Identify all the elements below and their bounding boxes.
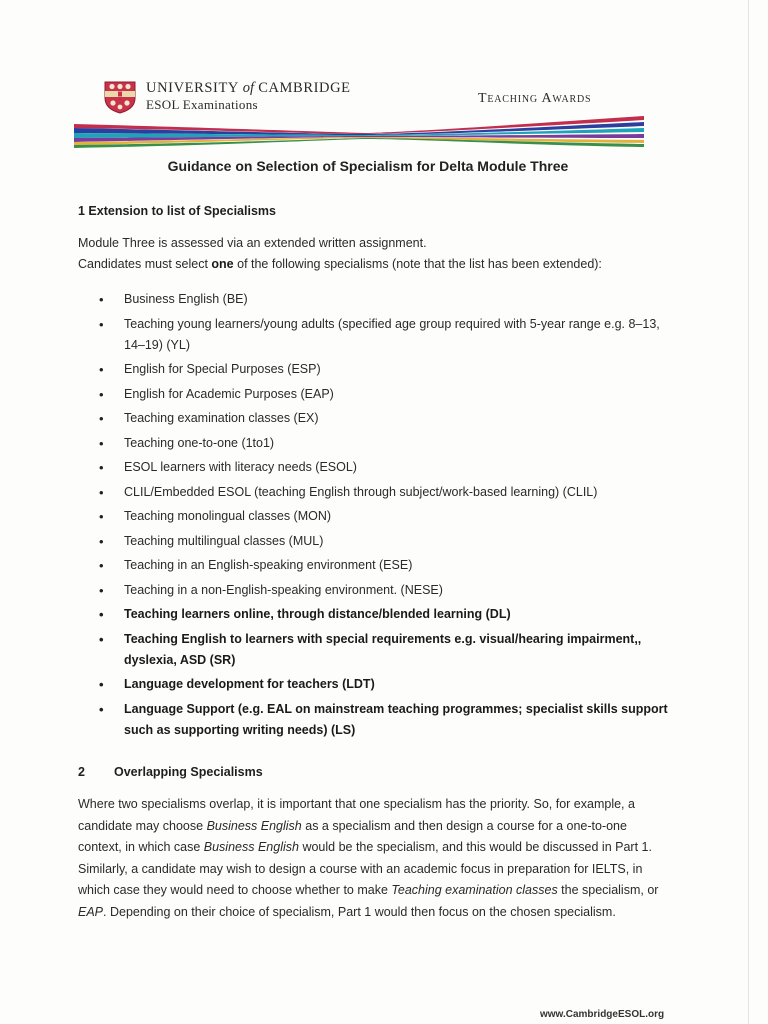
footer-url: www.CambridgeESOL.org xyxy=(540,1009,665,1020)
overlapping-specialisms-paragraph: Where two specialisms overlap, it is important that one specialism has the priority. So, for example, a candidate may choose Business English as a specialism and then design a course for a one-to-one context, in which case Business English would be the specialism, and this would be discussed in Part 1. Similarly, a candidate may wish to design a course with an academic focus in preparation for IELTS, in which case they would need to choose whether to make Teaching examination classes the specialism, or EAP. Depending on their choice of specialism, Part 1 would then focus on the chosen specialism. xyxy=(78,797,659,919)
document-title: Guidance on Selection of Specialism for Delta Module Three xyxy=(167,158,569,174)
specialism-list xyxy=(78,289,668,744)
specialism-list-item: • Business English (BE) xyxy=(78,289,668,310)
page-edge-divider xyxy=(748,0,749,1024)
cambridge-crest-icon xyxy=(102,80,138,114)
specialism-list-item: • Teaching young learners/young adults (specified age group required with 5-year range e.g. 8–13, 14–19) (YL) xyxy=(78,314,668,356)
section-1-heading: 1 Extension to list of Specialisms xyxy=(78,204,276,218)
specialism-list-item: • Language Support (e.g. EAL on mainstream teaching programmes; specialist skills support such as supporting writing needs) (LS) xyxy=(78,699,668,741)
university-name: UNIVERSITY of CAMBRIDGE xyxy=(146,80,351,96)
specialism-list-item: • English for Academic Purposes (EAP) xyxy=(78,384,668,405)
header-stripe-banner xyxy=(74,112,644,152)
specialism-list-item: • Teaching monolingual classes (MON) xyxy=(78,506,668,527)
specialism-list-item: • CLIL/Embedded ESOL (teaching English through subject/work-based learning) (CLIL) xyxy=(78,482,668,503)
specialism-list-item: • Teaching in a non-English-speaking environment. (NESE) xyxy=(78,580,668,601)
specialism-list-item: • Teaching multilingual classes (MUL) xyxy=(78,531,668,552)
teaching-awards-label: Teaching Awards xyxy=(478,91,592,106)
section-1-intro-line-2: Candidates must select one of the following specialisms (note that the list has been extended): xyxy=(78,257,602,271)
specialism-list-item: • Teaching one-to-one (1to1) xyxy=(78,433,668,454)
specialism-list-item: • Teaching English to learners with special requirements e.g. visual/hearing impairment,, dyslexia, ASD (SR) xyxy=(78,629,668,671)
section-2-heading: 2 Overlapping Specialisms xyxy=(78,765,263,779)
specialism-list-item: • Teaching learners online, through distance/blended learning (DL) xyxy=(78,604,668,625)
specialism-list-item: • Teaching in an English-speaking environment (ESE) xyxy=(78,555,668,576)
specialism-list-item: • Teaching examination classes (EX) xyxy=(78,408,668,429)
section-1-intro-line-1: Module Three is assessed via an extended written assignment. xyxy=(78,236,427,250)
organisation-subtitle: ESOL Examinations xyxy=(146,97,258,112)
specialism-list-item: • Language development for teachers (LDT) xyxy=(78,674,668,695)
specialism-list-item: • English for Special Purposes (ESP) xyxy=(78,359,668,380)
specialism-list-item: • ESOL learners with literacy needs (ESOL) xyxy=(78,457,668,478)
